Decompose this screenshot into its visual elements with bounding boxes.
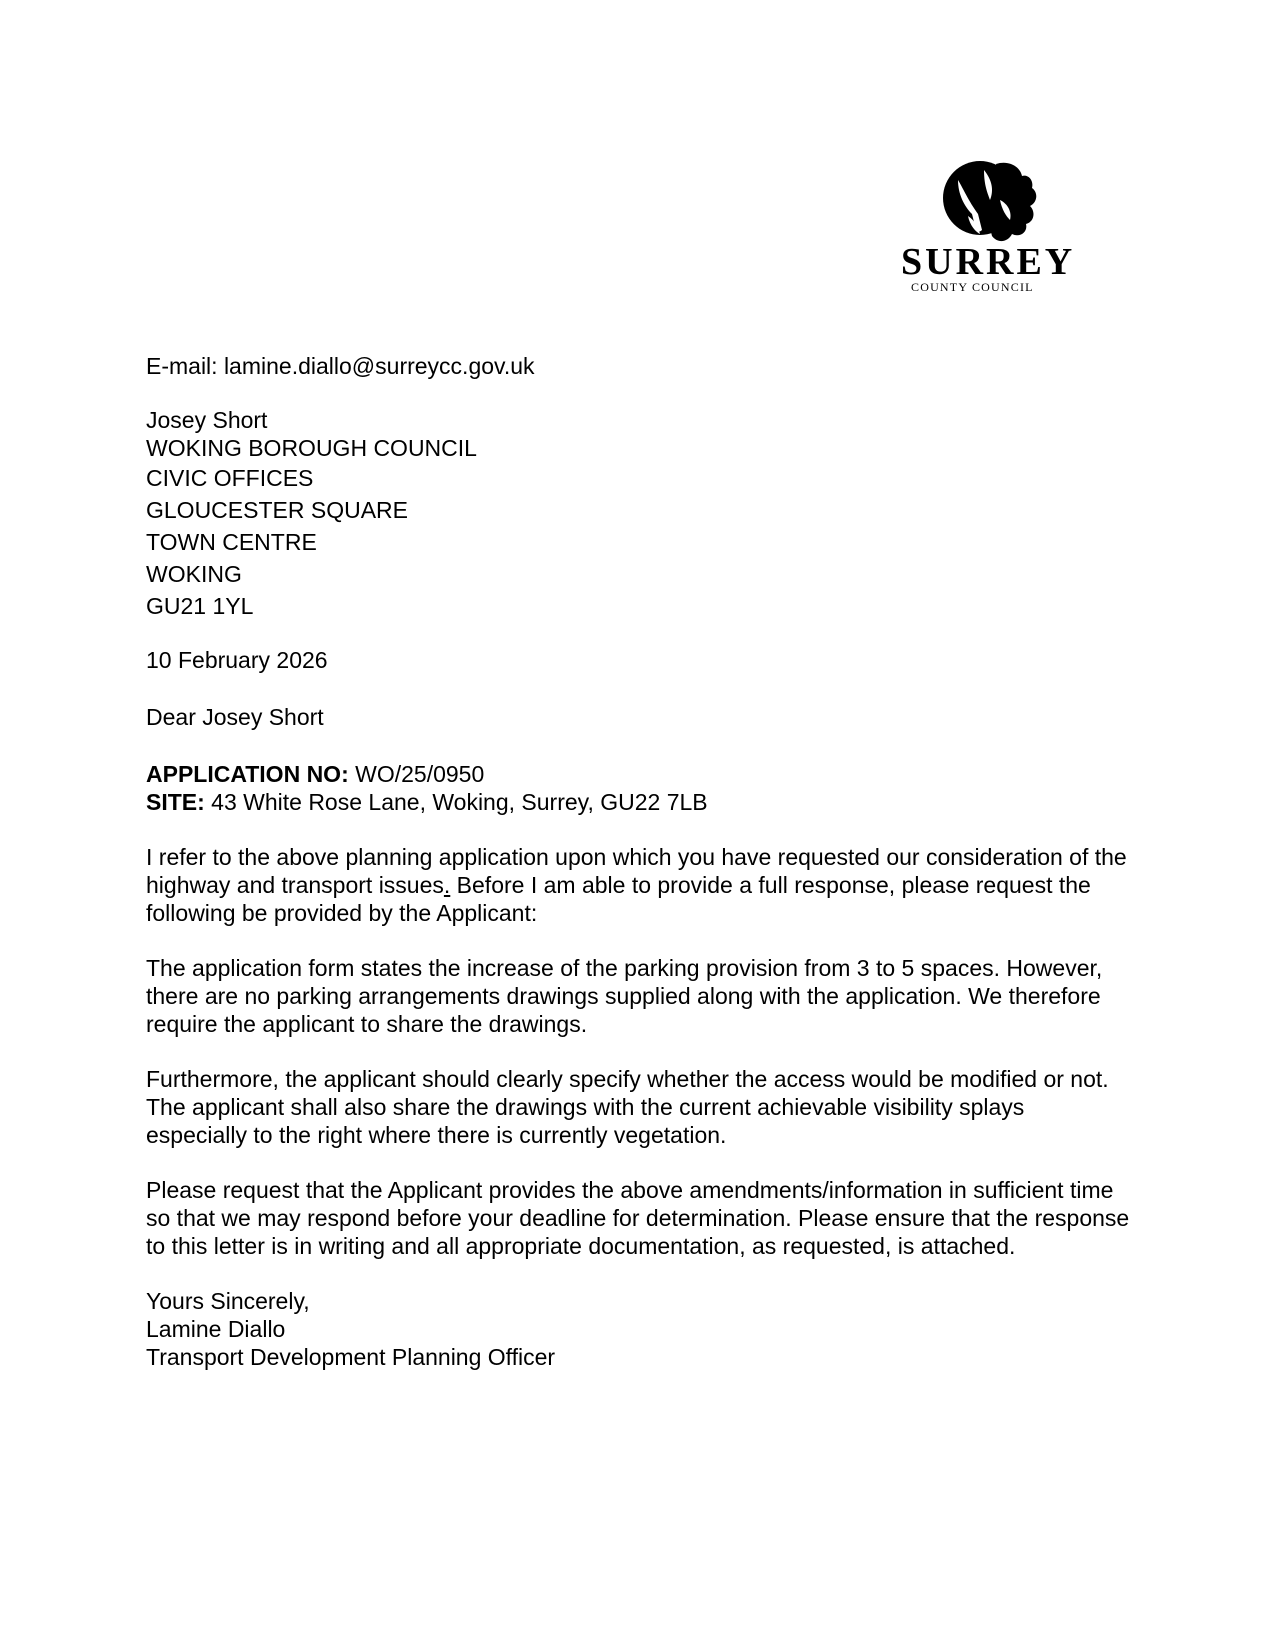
address-line: TOWN CENTRE [146,529,317,555]
address-line: GU21 1YL [146,593,254,619]
paragraph-4: Please request that the Applicant provides the above amendments/information in sufficient time so that we may respond before your deadline for determination. Please ensure that the response to this letter is in writing and all appropriate documentation, as requested, is attached. [146,1177,1130,1259]
letter-date: 10 February 2026 [146,647,328,673]
paragraph-1-text-a: I refer to the above planning application upon which you have requested our consideration of the highway and transport issues [146,844,1127,898]
address-line: WOKING [146,561,242,587]
address-line: CIVIC OFFICES [146,465,314,491]
paragraph-2: The application form states the increase of the parking provision from 3 to 5 spaces. However, there are no parking arrangements drawings supplied along with the application. We therefore require the applicant to share the drawings. [146,955,1103,1037]
site-label: SITE: [146,789,205,815]
address-line: GLOUCESTER SQUARE [146,497,408,523]
signatory-name: Lamine Diallo [146,1316,286,1342]
site-value: 43 White Rose Lane, Woking, Surrey, GU22 7LB [204,789,708,815]
application-number-line [146,760,1131,788]
paragraph-3: Furthermore, the applicant should clearly specify whether the access would be modified or not. The applicant shall also share the drawings with the current achievable visibility splays especially to the right where there is currently vegetation. [146,1066,1109,1148]
address-line: WOKING BOROUGH COUNCIL [146,435,477,461]
letter-body [146,352,1131,1371]
paragraph-1 [146,843,1131,927]
sender-email: E-mail: lamine.diallo@surreycc.gov.uk [146,353,535,379]
oak-leaf-icon [901,160,1128,300]
recipient-name: Josey Short [146,407,268,433]
logo-subtitle: COUNTY COUNCIL [911,280,1034,294]
application-number-label: APPLICATION NO: [146,761,349,787]
signoff: Yours Sincerely, [146,1288,310,1314]
surrey-county-council-logo [901,160,1128,300]
closing-block [146,1287,1131,1371]
application-reference [146,760,1131,816]
paragraph-1-text-b: Before I am able to provide a full response, please request the following be provided by the Applicant: [146,872,1091,926]
paragraph-1-underlined-period: . [443,872,451,898]
application-number-value: WO/25/0950 [348,761,485,787]
signatory-title: Transport Development Planning Officer [146,1344,556,1370]
site-line [146,788,1131,816]
logo-wordmark: SURREY [901,241,1076,283]
recipient-address-block [146,406,1131,622]
salutation: Dear Josey Short [146,704,324,730]
